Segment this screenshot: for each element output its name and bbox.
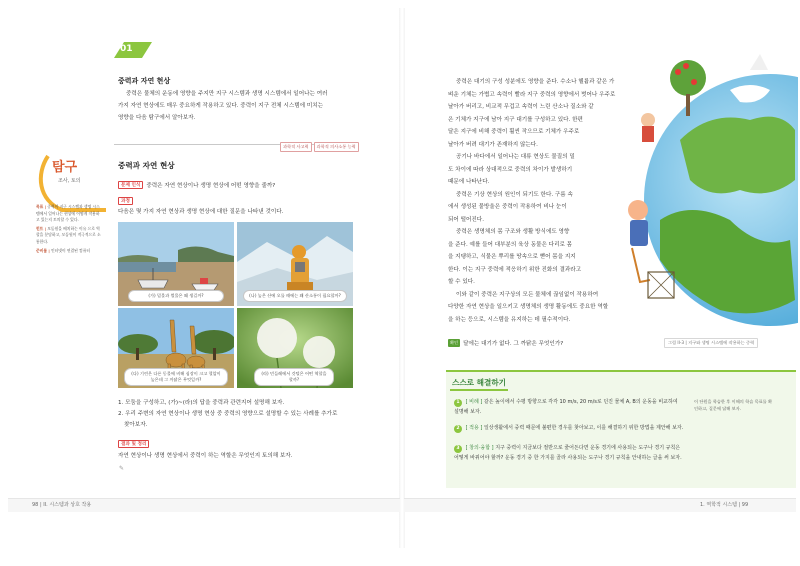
right-body-text <box>448 76 634 326</box>
figure-caption: 그림 II-3 | 지구와 생명 시스템에 작용하는 중력 <box>664 338 758 348</box>
section-title: 중력과 자연 현상 <box>118 77 171 85</box>
pencil-icon: ✎ <box>119 465 125 472</box>
solve-item-1 <box>454 398 684 417</box>
question-badge: 문제 인식 <box>118 181 143 189</box>
item-tag: [ 비례 ] <box>465 399 483 405</box>
body-line: 때문에 나타난다. <box>448 179 490 185</box>
body-line: 중력은 기상 현상의 원인이 되기도 한다. 구름 속 <box>456 191 573 198</box>
body-line: 을 준다. 예를 들어 대부분의 육상 동물은 다리로 몸 <box>448 241 573 248</box>
item-number: 3 <box>454 445 462 453</box>
photo-caption-d: (라) 민들레에서 갓털은 어떤 역할을 할까? <box>254 368 334 386</box>
body-line: 공기나 바다에서 일어나는 대류 현상도 물질의 밀 <box>456 154 575 160</box>
result-text: 자연 현상이나 생명 현상에서 중력이 하는 역할은 무엇인지 토의해 보자. <box>118 453 293 459</box>
photo-caption-a: (가) 밀물과 썰물은 왜 생길까? <box>128 290 224 302</box>
side-note-label: 준비물 | <box>36 247 50 253</box>
side-note-text: 중력이 지구 시스템과 생명 시스템에서 일어나는 현상에 어떻게 작용하고 있는지 토의할 수 있다. <box>36 204 100 223</box>
item-text: 일상생활에서 중력 때문에 불편한 경우를 찾아보고, 이를 해결하기 위한 방법을 제안해 보자. <box>483 425 684 431</box>
competency-tags <box>280 142 359 152</box>
item-text: 지구 중력이 지금보다 절반으로 줄어든다면 운동 경기에 사용되는 도구나 경기 규칙은 어떻게 바뀌어야 할까? 운동 경기 중 한 가지를 골라 사용되는 도구나 경기 규칙을 안내하는 글을 써 보자. <box>454 445 682 461</box>
competency-tag: 과학적 사고력 <box>280 142 312 152</box>
body-line: 중력은 생명체의 몸 구조와 생활 방식에도 영향 <box>456 229 570 235</box>
task-list <box>118 398 358 431</box>
task-item: 2. 우리 주변의 자연 현상이나 생명 현상 중 중력의 영향으로 설명할 수 있는 사례를 추가로 <box>118 411 338 417</box>
body-line: 을 하는 등으로, 시스템을 유지하는 데 필수적이다. <box>448 316 571 323</box>
body-line: 한다. 이는 지구 중력에 적응하기 위한 진화의 결과라고 <box>448 266 582 273</box>
intro-line: 영향을 다음 탐구에서 알아보자. <box>118 115 196 121</box>
solve-item-2 <box>454 424 684 434</box>
left-page-footer: 98 | II. 시스템과 상호 작용 <box>32 502 92 508</box>
earth-illustration <box>620 50 798 336</box>
body-line: 도 차이에 따라 상대적으로 중력의 차이가 발생하기 <box>448 166 573 173</box>
side-note-label: 힌트 | <box>36 225 47 231</box>
activity-title: 중력과 자연 현상 <box>118 161 175 170</box>
side-note-goal <box>36 204 102 224</box>
body-line: 이와 같이 중력은 지구상의 모든 물체에 끊임없이 작용하여 <box>456 291 599 298</box>
item-number: 1 <box>454 399 462 407</box>
intro-line: 가지 자연 현상에도 매우 중요하게 작용하고 있다. 중력이 지구 전체 시스템에 미치는 <box>118 103 324 109</box>
task-item: 1. 모둠을 구성하고, (가)~(라)의 답을 중력과 관련지어 설명해 보자. <box>118 400 285 406</box>
intro-text <box>118 88 358 124</box>
chapter-number: 01 <box>120 44 133 54</box>
tamgu-title: 탐구 <box>52 160 78 175</box>
side-note-materials <box>36 248 102 255</box>
body-line: 날아가 버리고, 비교적 무겁고 속력이 느린 산소나 질소와 같 <box>448 104 594 110</box>
solve-item-3 <box>454 444 684 463</box>
item-text: 같은 높이에서 수평 방향으로 각각 10 m/s, 20 m/s로 던진 물체 A, B의 운동을 비교하여 설명해 보자. <box>454 399 678 415</box>
question-text: 중력은 자연 현상이나 생명 현상에 어떤 영향을 줄까? <box>146 183 276 189</box>
body-line: 은 기체가 지구에 남아 지구 대기를 구성하고 있다. 한편 <box>448 116 583 123</box>
side-note-text: 인터넷이 연결된 컴퓨터 <box>50 247 91 253</box>
item-number: 2 <box>454 425 462 433</box>
body-line: 에서 생성된 물방울은 중력이 작용하여 비나 눈이 <box>448 204 567 210</box>
item-tag: [ 창의·융합 ] <box>465 445 494 451</box>
body-line: 중력은 대기의 구성 성분에도 영향을 준다. 수소나 헬륨과 같은 가 <box>456 79 615 85</box>
body-line: 달은 지구에 비해 중력이 훨씬 작으므로 기체가 우주로 <box>448 129 580 135</box>
check-badge: 확인 <box>450 340 459 345</box>
photo-caption-b: (나) 높은 산에 오를 때에는 왜 산소통이 필요할까? <box>243 290 347 302</box>
self-solve-note: 이 단원을 학습한 후 이해의 학습 목표를 확인하고, 질문에 답해 보자. <box>694 399 773 411</box>
self-solve-underline <box>450 389 508 391</box>
side-notes <box>36 204 102 256</box>
body-line: 할 수 있다. <box>448 279 475 285</box>
check-question-row <box>448 339 563 347</box>
right-page-footer: 1. 역학적 시스템 | 99 <box>700 502 749 508</box>
process-text: 다음은 몇 가지 자연 현상과 생명 현상에 대한 질문을 나타낸 것이다. <box>118 209 284 215</box>
side-note-text: 모둠원을 배치하는 이유 으로 역할을 분담하고, 모둠원이 적극적으로 소통한다. <box>36 225 101 244</box>
competency-tag: 과학적 의사소통 능력 <box>314 142 359 152</box>
body-line: 되어 떨어진다. <box>448 216 484 223</box>
intro-line: 중력은 물체의 운동에 영향을 주지만 지구 시스템과 생명 시스템에서 일어나는 여러 <box>126 91 328 97</box>
side-note-hint <box>36 226 102 246</box>
item-tag: [ 적용 ] <box>465 425 483 431</box>
body-line: 벼운 기체는 가볍고 속력이 빨라 지구 중력의 영향에서 벗어나 우주로 <box>448 91 616 98</box>
body-line: 날아가 버려 대기가 존재하지 않는다. <box>448 141 538 148</box>
self-solve-title: 스스로 해결하기 <box>452 378 506 387</box>
result-badge: 결과 및 정리 <box>118 440 149 448</box>
photo-caption-c: (다) 기린은 다른 동물에 비해 심장이 크고 혈압이 높은데 그 까닭은 무엇일까? <box>124 368 228 386</box>
tamgu-subtitle: 조사, 토의 <box>58 178 81 184</box>
side-note-label: 목표 | <box>36 204 47 209</box>
task-item: 찾아보자. <box>124 422 148 428</box>
check-question: 달에는 대기가 없다. 그 까닭은 무엇인가? <box>463 341 564 347</box>
book-gutter <box>399 8 405 548</box>
process-badge: 과정 <box>118 197 133 205</box>
body-line: 다양한 자연 현상을 일으키고 생명체의 생명 활동에도 중요한 역할 <box>448 304 609 310</box>
question-row <box>118 181 275 189</box>
body-line: 을 지탱하고, 식물은 뿌리를 땅속으로 뻗어 몸을 지지 <box>448 254 576 260</box>
